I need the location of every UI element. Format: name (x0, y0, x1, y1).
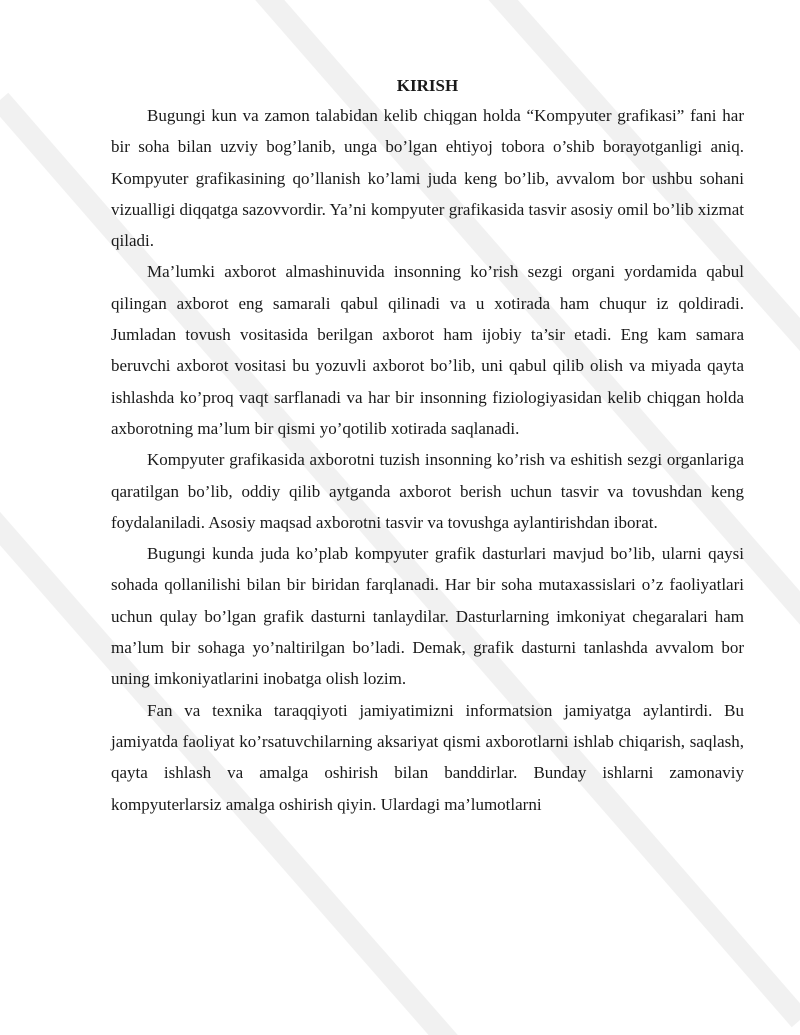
paragraph-4: Bugungi kunda juda ko’plab kompyuter grafik dasturlari mavjud bo’lib, ularni qaysi sohada qollanilishi bilan bir biridan farqlanadi. Har bir soha mutaxassislari o’z faoliyatlari uchun qulay bo’lgan grafik dasturni tanlaydilar. Dasturlarning imkoniyat chegaralari ham ma’lum bir sohaga yo’naltirilgan bo’ladi. Demak, grafik dasturni tanlashda avvalom bor uning imkoniyatlarini inobatga olish lozim. (111, 544, 744, 689)
paragraph-5: Fan va texnika taraqqiyoti jamiyatimizni informatsion jamiyatga aylantirdi. Bu jamiyatda faoliyat ko’rsatuvchilarning aksariyat qismi axborotlarni ishlab chiqarish, saqlash, qayta ishlash va amalga oshirish bilan banddirlar. Bunday ishlarni zamonaviy kompyuterlarsiz amalga oshirish qiyin. Ulardagi ma’lumotlarni (111, 700, 744, 814)
paragraph-2: Ma’lumki axborot almashinuvida insonning ko’rish sezgi organi yordamida qabul qilingan axborot eng samarali qabul qilinadi va u xotirada ham chuqur iz qoldiradi. Jumladan tovush vositasida berilgan axborot ham ijobiy ta’sir etadi. Eng kam samara beruvchi axborot vositasi bu yozuvli axborot bo’lib, uni qabul qilib olish va miyada qayta ishlashda ko’proq vaqt sarflanadi va har bir insonning fiziologiyasidan kelib chiqgan holda axborotning ma’lum bir qismi yo’qotilib xotirada saqlanadi. (111, 262, 744, 438)
paragraph-1: Bugungi kun va zamon talabidan kelib chiqgan holda “Kompyuter grafikasi” fani har bir soha bilan uzviy bog’lanib, unga bo’lgan ehtiyoj tobora o’shib borayotganligi aniq. Kompyuter grafikasining qo’llanish ko’lami juda keng bo’lib, avvalom bor ushbu sohani vizualligi diqqatga sazovvordir. Ya’ni kompyuter grafikasida tasvir asosiy omil bo’lib xizmat qiladi. (111, 106, 744, 251)
page-title: KIRISH (396, 76, 459, 95)
paragraph-3: Kompyuter grafikasida axborotni tuzish insonning ko’rish va eshitish sezgi organlariga qaratilgan bo’lib, oddiy qilib aytganda axborot berish uchun tasvir va tovushdan keng foydalaniladi. Asosiy maqsad axborotni tasvir va tovushga aylantirishdan iborat. (111, 450, 744, 532)
document-body (111, 72, 744, 820)
